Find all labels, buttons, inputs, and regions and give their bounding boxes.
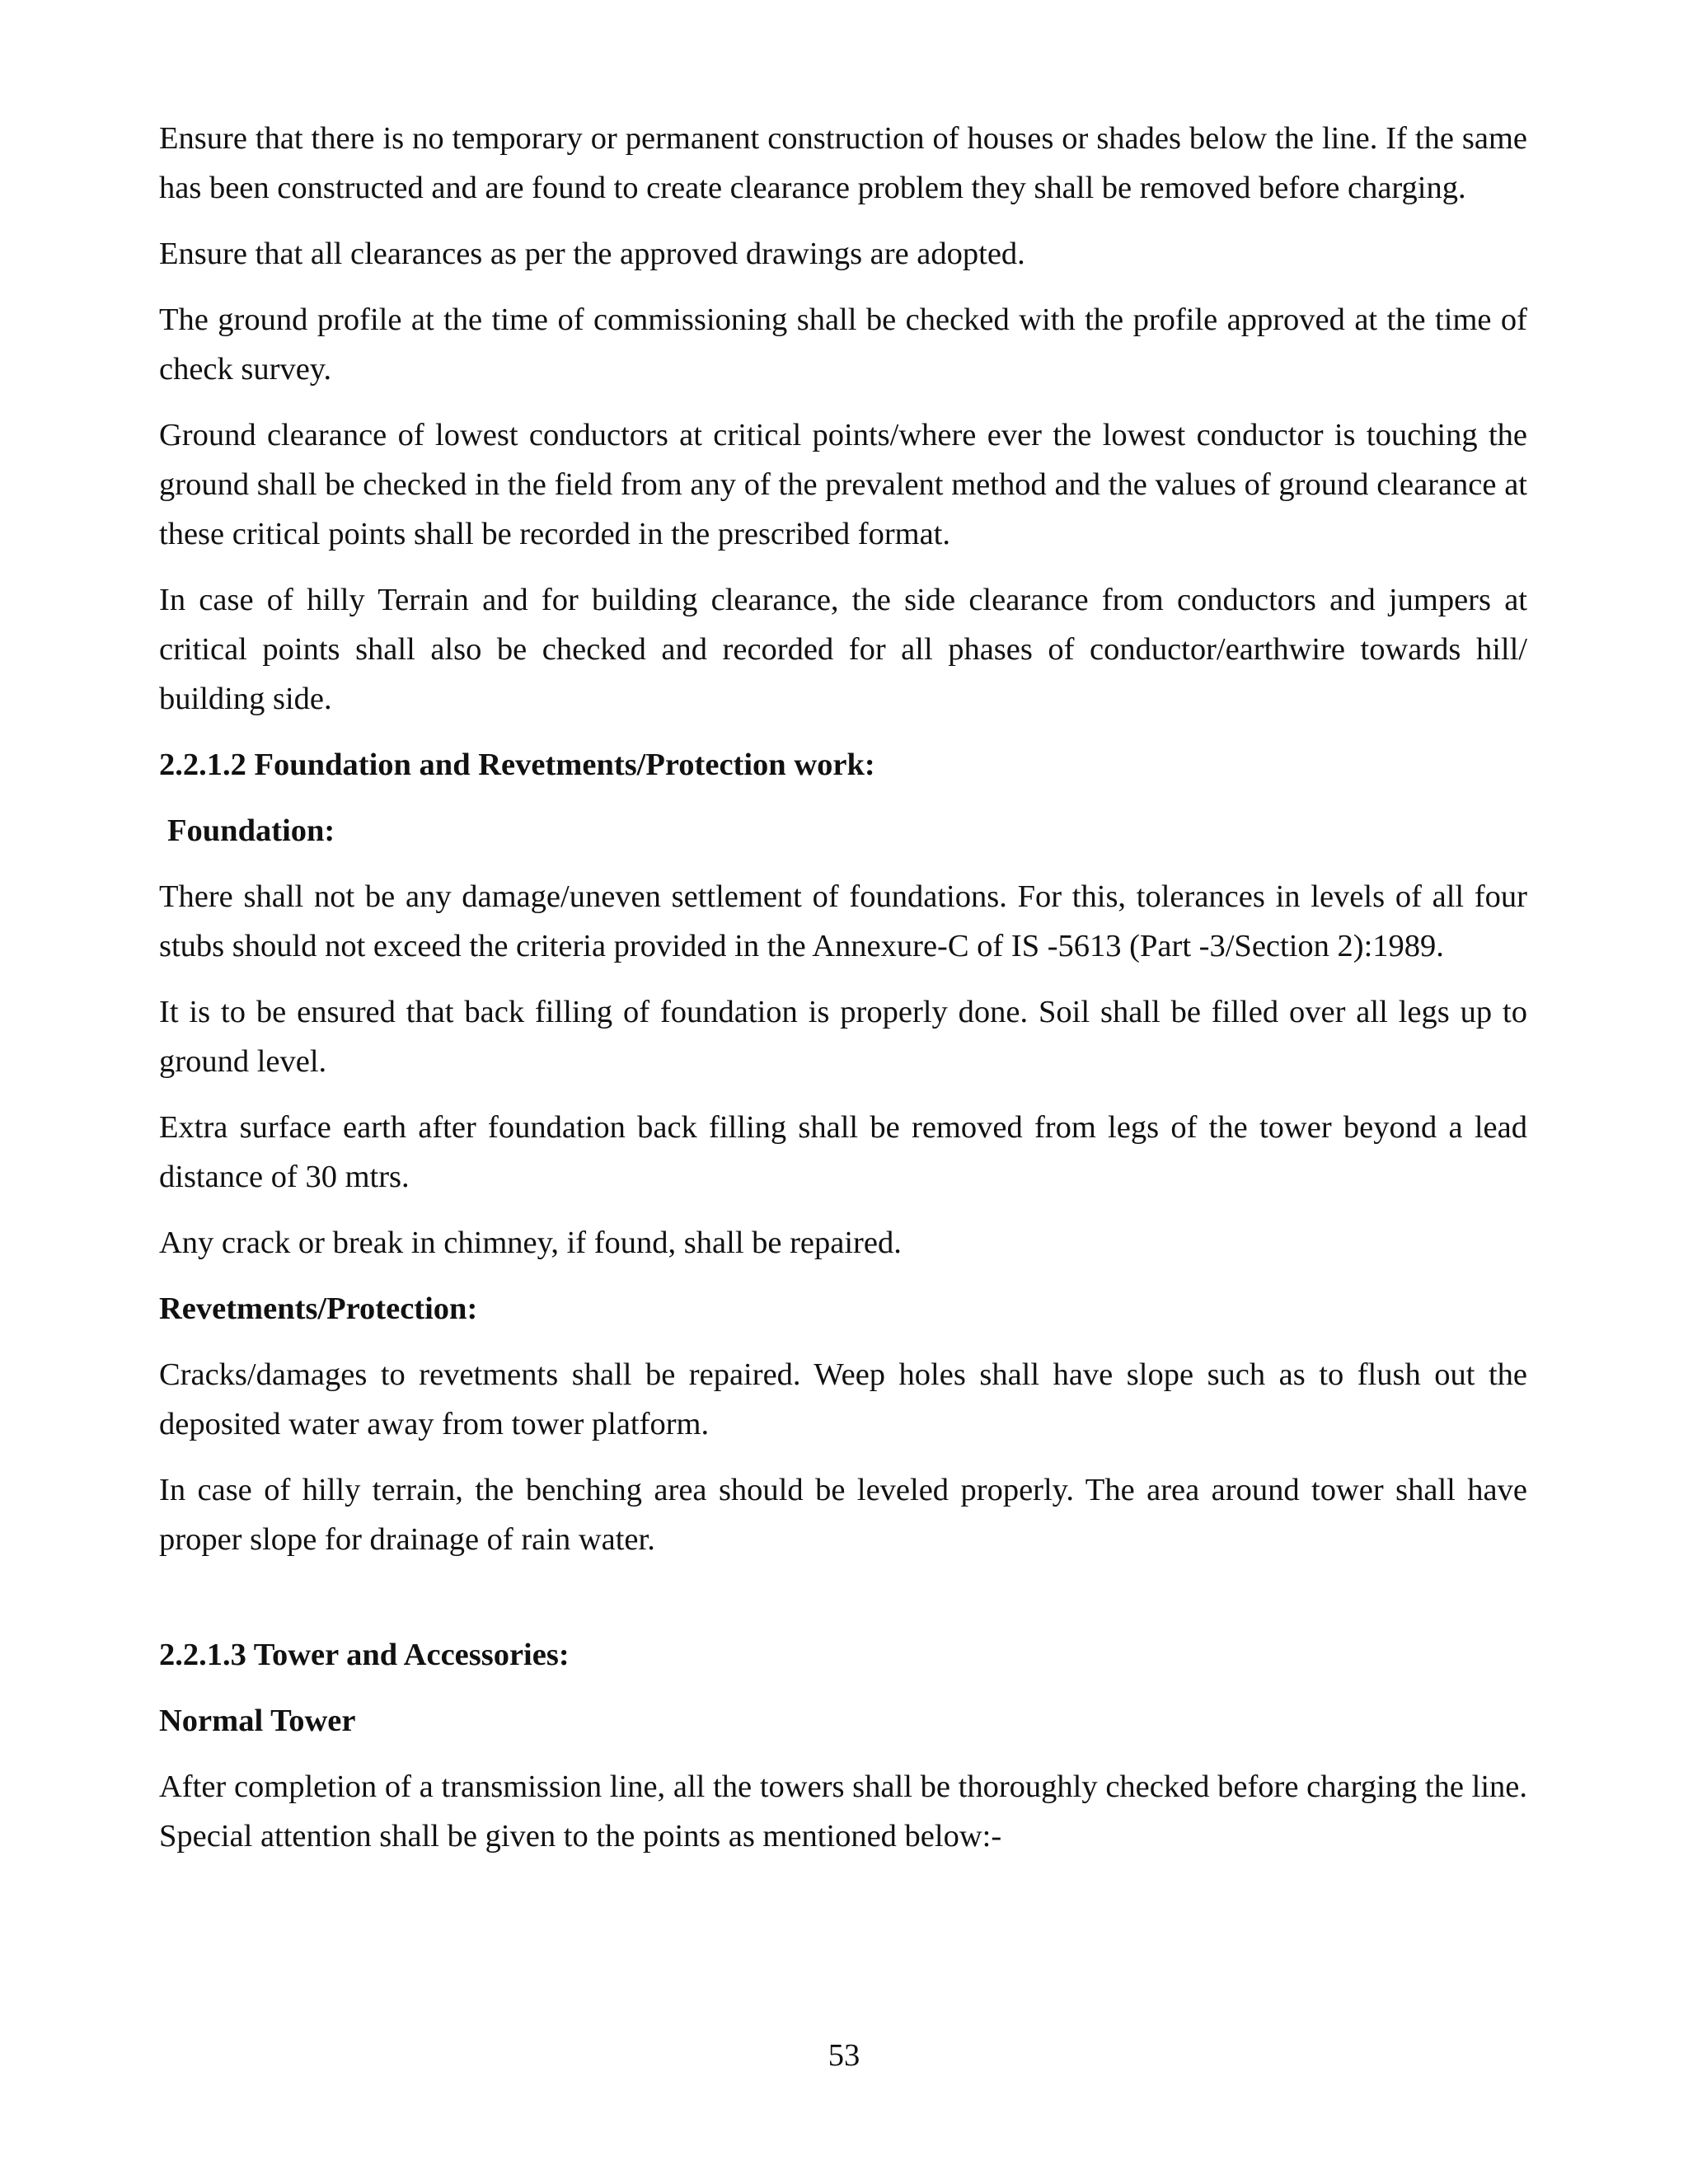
subheading-normal-tower: Normal Tower bbox=[159, 1704, 356, 1738]
section-heading-2-2-1-2: 2.2.1.2 Foundation and Revetments/Protection work: bbox=[159, 748, 875, 782]
page-number: 53 bbox=[828, 2038, 860, 2073]
paragraph-ground-clearance: Ground clearance of lowest conductors at critical points/where ever the lowest conductor is touching the ground shall be checked in the field from any of the prevalent method and the values of ground clearance at these critical points shall be recorded in the prescribed format. bbox=[159, 418, 1527, 551]
paragraph-tower-check: After completion of a transmission line, all the towers shall be thoroughly checked before charging the line. Special attention shall be given to the points as mentioned below:- bbox=[159, 1769, 1527, 1854]
subheading-foundation: Foundation: bbox=[167, 813, 335, 848]
section-heading-2-2-1-3: 2.2.1.3 Tower and Accessories: bbox=[159, 1638, 570, 1672]
paragraph-foundation-settlement: There shall not be any damage/uneven settlement of foundations. For this, tolerances in levels of all four stubs should not exceed the criteria provided in the Annexure-C of IS -5613 (Part -3/Section 2):1989. bbox=[159, 879, 1527, 963]
paragraph-hilly-terrain-side-clearance: In case of hilly Terrain and for building clearance, the side clearance from conductors and jumpers at critical points shall also be checked and recorded for all phases of conductor/earthwire towards hill/ building side. bbox=[159, 583, 1527, 716]
paragraph-clearances-approved-drawings: Ensure that all clearances as per the approved drawings are adopted. bbox=[159, 237, 1025, 271]
paragraph-ground-profile: The ground profile at the time of commissioning shall be checked with the profile approved at the time of check survey. bbox=[159, 302, 1527, 387]
paragraph-extra-surface-earth: Extra surface earth after foundation back filling shall be removed from legs of the tower beyond a lead distance of 30 mtrs. bbox=[159, 1110, 1527, 1194]
paragraph-chimney-crack: Any crack or break in chimney, if found, shall be repaired. bbox=[159, 1226, 902, 1260]
paragraph-construction-below-line: Ensure that there is no temporary or permanent construction of houses or shades below the line. If the same has been constructed and are found to create clearance problem they shall be removed before charging. bbox=[159, 121, 1527, 205]
page-content bbox=[159, 114, 1527, 1877]
paragraph-back-filling: It is to be ensured that back filling of foundation is properly done. Soil shall be filled over all legs up to ground level. bbox=[159, 995, 1527, 1079]
subheading-revetments-protection: Revetments/Protection: bbox=[159, 1291, 478, 1326]
paragraph-benching-area: In case of hilly terrain, the benching area should be leveled properly. The area around tower shall have proper slope for drainage of rain water. bbox=[159, 1473, 1527, 1557]
section-gap bbox=[159, 1581, 1527, 1630]
paragraph-revetment-cracks: Cracks/damages to revetments shall be repaired. Weep holes shall have slope such as to flush out the deposited water away from tower platform. bbox=[159, 1357, 1527, 1441]
